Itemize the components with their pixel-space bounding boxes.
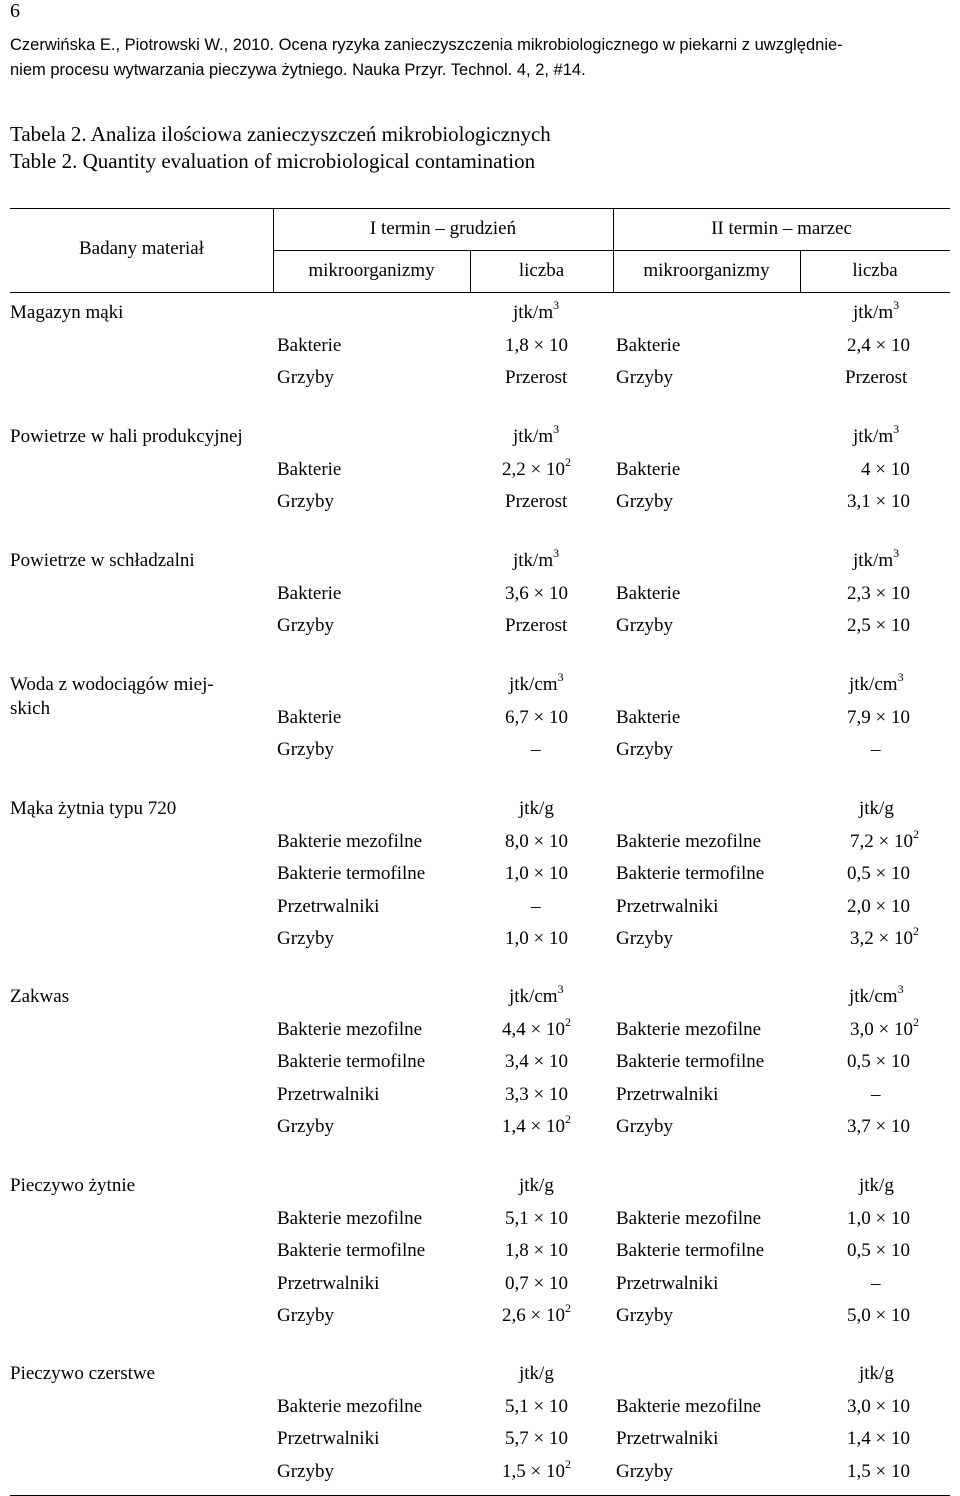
count-term-2-base: –	[871, 739, 881, 760]
unit-term-2	[853, 546, 900, 572]
microorganism-term-2: Grzyby	[616, 615, 673, 636]
count-term-1-base: 3,4 × 10	[505, 1051, 568, 1072]
unit-term-2-exponent: 3	[897, 982, 904, 996]
count-term-2-exponent: 2	[912, 1015, 919, 1029]
microorganism-term-1: Bakterie termofilne	[277, 1240, 426, 1261]
unit-term-1	[519, 1363, 554, 1385]
table-caption-en: Table 2. Quantity evaluation of microbiological contamination	[10, 149, 536, 173]
count-term-2-base: 3,2 × 10	[850, 928, 913, 949]
count-term-1	[505, 928, 568, 950]
count-term-1-exponent: 2	[564, 1112, 571, 1126]
count-term-1-base: 8,0 × 10	[505, 831, 568, 852]
microorganism-term-1: Grzyby	[277, 1461, 334, 1482]
count-term-2	[847, 1051, 910, 1073]
microorganism-term-2: Bakterie termofilne	[616, 863, 765, 884]
count-term-2-base: 3,7 × 10	[847, 1116, 910, 1137]
count-term-1	[502, 455, 571, 481]
count-term-1	[505, 1240, 568, 1262]
count-term-1	[502, 1457, 571, 1483]
microorganism-term-1: Grzyby	[277, 739, 334, 760]
count-term-1-base: 3,6 × 10	[505, 583, 568, 604]
unit-term-1-base: jtk/cm	[509, 986, 558, 1007]
count-term-1	[505, 1084, 568, 1106]
count-term-2	[850, 827, 919, 853]
unit-term-2-exponent: 3	[893, 546, 900, 560]
microorganism-term-2: Grzyby	[616, 928, 673, 949]
unit-term-1-base: jtk/cm	[509, 674, 558, 695]
unit-term-2	[859, 798, 894, 820]
count-term-2	[847, 1428, 910, 1450]
count-term-2	[861, 459, 910, 481]
microorganism-term-2: Przetrwalniki	[616, 1428, 719, 1449]
count-term-2	[847, 863, 910, 885]
count-term-1-base: –	[531, 739, 541, 760]
microorganism-term-2: Bakterie	[616, 707, 681, 728]
microorganism-term-2: Grzyby	[616, 1461, 673, 1482]
header-term-1: I termin – grudzień	[369, 218, 517, 239]
microorganism-term-2: Przetrwalniki	[616, 896, 719, 917]
count-term-1	[502, 1112, 571, 1138]
unit-term-2	[849, 982, 904, 1008]
count-term-2	[847, 1461, 910, 1483]
count-term-1-base: 2,6 × 10	[502, 1305, 565, 1326]
unit-term-1	[513, 546, 560, 572]
count-term-1	[505, 707, 568, 729]
count-term-2-base: 2,5 × 10	[847, 615, 910, 636]
count-term-1-exponent: 2	[564, 1015, 571, 1029]
microorganism-term-2: Grzyby	[616, 1305, 673, 1326]
count-term-1-base: Przerost	[505, 367, 568, 388]
count-term-1-base: 0,7 × 10	[505, 1273, 568, 1294]
count-term-1-base: Przerost	[505, 491, 568, 512]
material-name: Powietrze w hali produkcyjnej	[10, 426, 243, 447]
unit-term-2-base: jtk/m	[853, 550, 894, 571]
count-term-2	[847, 707, 910, 729]
microorganism-term-2: Przetrwalniki	[616, 1273, 719, 1294]
unit-term-1	[519, 798, 554, 820]
count-term-1	[505, 491, 567, 513]
unit-term-2-exponent: 3	[897, 670, 904, 684]
microorganism-term-2: Bakterie mezofilne	[616, 1019, 762, 1040]
microorganism-term-2: Bakterie	[616, 583, 681, 604]
count-term-1	[505, 583, 568, 605]
unit-term-2-exponent: 3	[893, 422, 900, 436]
microorganism-term-1: Bakterie mezofilne	[277, 1396, 423, 1417]
citation-line-2: niem procesu wytwarzania pieczywa żytniego. Nauka Przyr. Technol. 4, 2, #14.	[10, 61, 586, 79]
unit-term-1	[513, 422, 560, 448]
unit-term-2-base: jtk/g	[859, 1363, 894, 1384]
microorganism-term-1: Grzyby	[277, 491, 334, 512]
microorganism-term-2: Grzyby	[616, 367, 673, 388]
count-term-2	[847, 1116, 910, 1138]
material-name: Magazyn mąki	[10, 302, 124, 323]
microorganism-term-2: Bakterie mezofilne	[616, 831, 762, 852]
unit-term-2-base: jtk/g	[859, 798, 894, 819]
header-term-2: II termin – marzec	[711, 218, 852, 239]
material-name: Woda z wodociągów miej-	[10, 674, 214, 695]
microorganism-term-2: Bakterie termofilne	[616, 1051, 765, 1072]
unit-term-1-exponent: 3	[553, 298, 560, 312]
count-term-1-base: 2,2 × 10	[502, 459, 565, 480]
unit-term-1	[519, 1175, 554, 1197]
count-term-2-base: 7,9 × 10	[847, 707, 910, 728]
unit-term-2-base: jtk/g	[859, 1175, 894, 1196]
count-term-2	[850, 1015, 919, 1041]
header-micro-1: mikroorganizmy	[308, 260, 435, 281]
table-caption-pl: Tabela 2. Analiza ilościowa zanieczyszczeń mikrobiologicznych	[10, 122, 551, 146]
microorganism-term-1: Przetrwalniki	[277, 896, 380, 917]
unit-term-1	[509, 982, 564, 1008]
citation-line-1: Czerwińska E., Piotrowski W., 2010. Ocena ryzyka zanieczyszczenia mikrobiologicznego w piekarni z uwzględnie-	[10, 36, 843, 54]
count-term-2-base: 1,0 × 10	[847, 1208, 910, 1229]
count-term-1-base: 1,4 × 10	[502, 1116, 565, 1137]
count-term-1	[505, 1208, 568, 1230]
unit-term-1-base: jtk/m	[513, 550, 554, 571]
unit-term-2-base: jtk/m	[853, 302, 894, 323]
microorganism-term-2: Przetrwalniki	[616, 1084, 719, 1105]
material-name: Zakwas	[10, 986, 70, 1007]
header-micro-2: mikroorganizmy	[643, 260, 770, 281]
header-material: Badany materiał	[78, 238, 205, 259]
count-term-2	[871, 1084, 881, 1106]
count-term-2	[847, 1208, 910, 1230]
count-term-1-base: 1,0 × 10	[505, 928, 568, 949]
unit-term-1-base: jtk/g	[519, 1175, 554, 1196]
count-term-2-base: 2,3 × 10	[847, 583, 910, 604]
count-term-2-base: 2,0 × 10	[847, 896, 910, 917]
count-term-1-base: 1,8 × 10	[505, 1240, 568, 1261]
unit-term-2-base: jtk/m	[853, 426, 894, 447]
count-term-2-base: 2,4 × 10	[847, 335, 910, 356]
microorganism-term-2: Bakterie	[616, 459, 681, 480]
unit-term-1-base: jtk/m	[513, 426, 554, 447]
microorganism-term-2: Grzyby	[616, 491, 673, 512]
count-term-1	[502, 1015, 571, 1041]
microorganism-term-1: Grzyby	[277, 928, 334, 949]
microorganism-term-1: Bakterie	[277, 335, 342, 356]
count-term-1	[505, 335, 568, 357]
microorganism-term-2: Bakterie	[616, 335, 681, 356]
unit-term-1-exponent: 3	[553, 546, 560, 560]
unit-term-2-base: jtk/cm	[849, 674, 898, 695]
microorganism-term-2: Bakterie mezofilne	[616, 1208, 762, 1229]
microorganism-term-1: Grzyby	[277, 1305, 334, 1326]
unit-term-1-exponent: 3	[557, 670, 564, 684]
microorganism-term-1: Bakterie mezofilne	[277, 831, 423, 852]
microorganism-term-2: Grzyby	[616, 739, 673, 760]
material-name: Powietrze w schładzalni	[10, 550, 195, 571]
unit-term-1-base: jtk/m	[513, 302, 554, 323]
microorganism-term-1: Bakterie mezofilne	[277, 1208, 423, 1229]
microorganism-term-1: Bakterie	[277, 583, 342, 604]
unit-term-1-exponent: 3	[557, 982, 564, 996]
header-count-1: liczba	[518, 260, 565, 281]
microorganism-term-1: Przetrwalniki	[277, 1428, 380, 1449]
count-term-2	[847, 1305, 910, 1327]
microorganism-term-1: Grzyby	[277, 615, 334, 636]
material-name: Mąka żytnia typu 720	[10, 798, 177, 819]
count-term-1	[502, 1301, 571, 1327]
count-term-2-base: 0,5 × 10	[847, 1051, 910, 1072]
count-term-2-base: Przerost	[845, 367, 908, 388]
page-number: 6	[10, 0, 20, 22]
unit-term-1	[509, 670, 564, 696]
count-term-1-exponent: 2	[564, 1301, 571, 1315]
microorganism-term-1: Bakterie termofilne	[277, 1051, 426, 1072]
count-term-2-base: 3,0 × 10	[847, 1396, 910, 1417]
count-term-1-base: 5,1 × 10	[505, 1208, 568, 1229]
unit-term-1-base: jtk/g	[519, 1363, 554, 1384]
unit-term-2-exponent: 3	[893, 298, 900, 312]
count-term-2-base: 5,0 × 10	[847, 1305, 910, 1326]
count-term-1	[505, 615, 567, 637]
count-term-1	[505, 1396, 568, 1418]
count-term-1-base: Przerost	[505, 615, 568, 636]
count-term-2-base: –	[871, 1084, 881, 1105]
microorganism-term-1: Grzyby	[277, 367, 334, 388]
unit-term-2	[859, 1363, 894, 1385]
count-term-1-base: 1,8 × 10	[505, 335, 568, 356]
count-term-1-base: 3,3 × 10	[505, 1084, 568, 1105]
count-term-2	[847, 615, 910, 637]
microorganism-term-1: Przetrwalniki	[277, 1273, 380, 1294]
microorganism-term-1: Bakterie termofilne	[277, 863, 426, 884]
material-name: Pieczywo czerstwe	[10, 1363, 156, 1384]
count-term-1	[531, 739, 541, 761]
count-term-2	[847, 896, 910, 918]
unit-term-1-exponent: 3	[553, 422, 560, 436]
material-name: Pieczywo żytnie	[10, 1175, 136, 1196]
count-term-1-base: 6,7 × 10	[505, 707, 568, 728]
count-term-2	[850, 924, 919, 950]
count-term-2	[847, 335, 910, 357]
header-bottom-rule	[10, 292, 950, 293]
count-term-2-base: 7,2 × 10	[850, 831, 913, 852]
count-term-2-base: 0,5 × 10	[847, 863, 910, 884]
count-term-1-base: 1,0 × 10	[505, 863, 568, 884]
count-term-2-base: 4 × 10	[861, 459, 910, 480]
table-top-rule	[10, 208, 950, 209]
count-term-2-base: 1,5 × 10	[847, 1461, 910, 1482]
microorganism-term-2: Bakterie termofilne	[616, 1240, 765, 1261]
count-term-2	[847, 1396, 910, 1418]
unit-term-1	[513, 298, 560, 324]
unit-term-2-base: jtk/cm	[849, 986, 898, 1007]
count-term-1-base: 5,7 × 10	[505, 1428, 568, 1449]
count-term-2	[871, 739, 881, 761]
count-term-1-exponent: 2	[564, 455, 571, 469]
count-term-1	[505, 863, 568, 885]
count-term-1	[505, 1051, 568, 1073]
microorganism-term-1: Przetrwalniki	[277, 1084, 380, 1105]
count-term-2-base: 1,4 × 10	[847, 1428, 910, 1449]
count-term-1	[505, 367, 567, 389]
header-mid-rule	[273, 250, 950, 251]
microorganism-term-1: Bakterie mezofilne	[277, 1019, 423, 1040]
unit-term-2	[853, 422, 900, 448]
count-term-1	[505, 831, 568, 853]
count-term-1	[531, 896, 541, 918]
count-term-2-exponent: 2	[912, 924, 919, 938]
unit-term-1-base: jtk/g	[519, 798, 554, 819]
material-name-line-2: skich	[10, 698, 51, 719]
count-term-1	[505, 1428, 568, 1450]
microorganism-term-1: Grzyby	[277, 1116, 334, 1137]
microorganism-term-1: Bakterie	[277, 707, 342, 728]
count-term-2-exponent: 2	[912, 827, 919, 841]
count-term-2	[871, 1273, 881, 1295]
count-term-1-base: 1,5 × 10	[502, 1461, 565, 1482]
microorganism-term-2: Grzyby	[616, 1116, 673, 1137]
count-term-2-base: –	[871, 1273, 881, 1294]
count-term-2-base: 3,1 × 10	[847, 491, 910, 512]
unit-term-2	[849, 670, 904, 696]
count-term-1-exponent: 2	[564, 1457, 571, 1471]
count-term-1-base: 5,1 × 10	[505, 1396, 568, 1417]
count-term-2-base: 3,0 × 10	[850, 1019, 913, 1040]
count-term-1	[505, 1273, 568, 1295]
count-term-1-base: 4,4 × 10	[502, 1019, 565, 1040]
count-term-2-base: 0,5 × 10	[847, 1240, 910, 1261]
unit-term-2	[853, 298, 900, 324]
count-term-1-base: –	[531, 896, 541, 917]
count-term-2	[847, 491, 910, 513]
count-term-2	[847, 583, 910, 605]
count-term-2	[845, 367, 907, 389]
microorganism-term-2: Bakterie mezofilne	[616, 1396, 762, 1417]
header-count-2: liczba	[852, 260, 898, 281]
microorganism-term-1: Bakterie	[277, 459, 342, 480]
unit-term-2	[859, 1175, 894, 1197]
count-term-2	[847, 1240, 910, 1262]
